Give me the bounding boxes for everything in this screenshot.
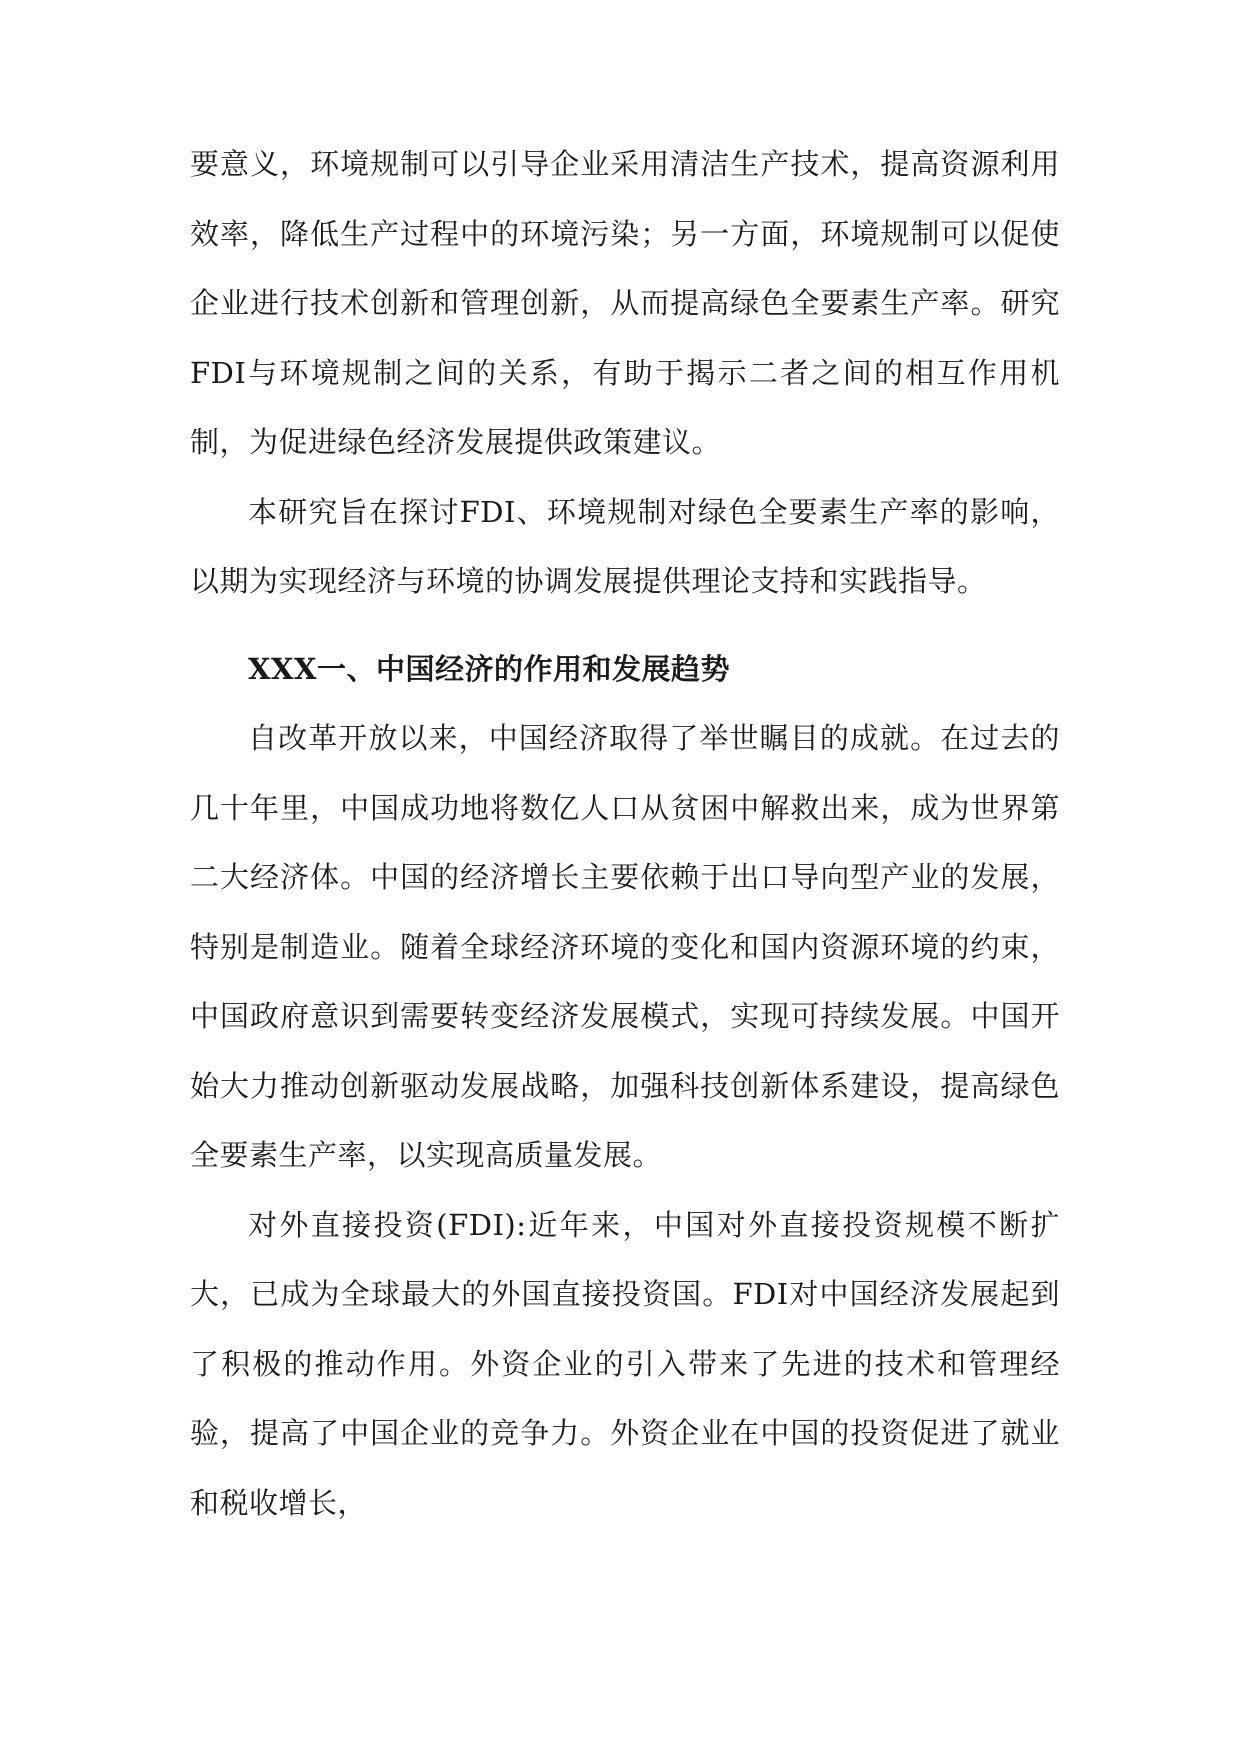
paragraph-4: 对外直接投资(FDI):近年来，中国对外直接投资规模不断扩大，已成为全球最大的外国直接投资国。FDI对中国经济发展起到了积极的推动作用。外资企业的引入带来了先进的技术和管理经验，提高了中国企业的竞争力。外资企业在中国的投资促进了就业和税收增长， <box>190 1207 1060 1520</box>
section-heading: XXX一、中国经济的作用和发展趋势 <box>248 651 731 686</box>
paragraph-3: 自改革开放以来，中国经济取得了举世瞩目的成就。在过去的几十年里，中国成功地将数亿人口从贫困中解救出来，成为世界第二大经济体。中国的经济增长主要依赖于出口导向型产业的发展，特别是制造业。随着全球经济环境的变化和国内资源环境的约束，中国政府意识到需要转变经济发展模式，实现可持续发展。中国开始大力推动创新驱动发展战略，加强科技创新体系建设，提高绿色全要素生产率，以实现高质量发展。 <box>190 721 1060 1172</box>
paragraph-2: 本研究旨在探讨FDI、环境规制对绿色全要素生产率的影响，以期为实现经济与环境的协调发展提供理论支持和实践指导。 <box>190 494 1060 598</box>
document-body <box>190 130 1060 1538</box>
section-spacer <box>190 617 1060 635</box>
paragraph-1: 要意义，环境规制可以引导企业采用清洁生产技术，提高资源利用效率，降低生产过程中的环境污染；另一方面，环境规制可以促使企业进行技术创新和管理创新，从而提高绿色全要素生产率。研究FDI与环境规制之间的关系，有助于揭示二者之间的相互作用机制，为促进绿色经济发展提供政策建议。 <box>190 147 1060 459</box>
